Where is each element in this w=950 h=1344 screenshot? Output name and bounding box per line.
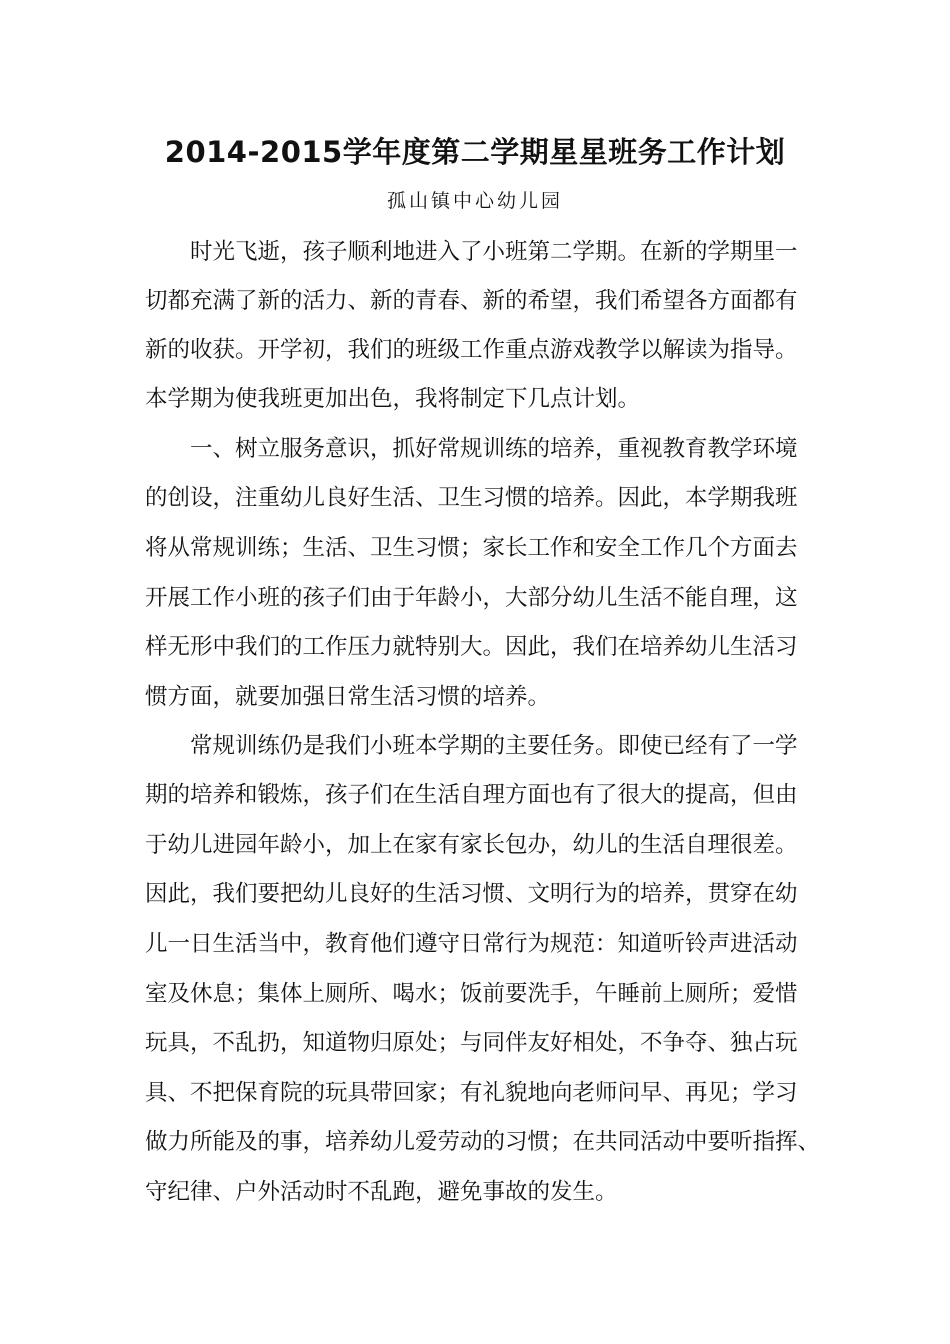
document-subtitle: 孤山镇中心幼儿园 [386, 190, 563, 212]
paragraph-line: 于幼儿进园年龄小，加上在家有家长包办，幼儿的生活自理很差。 [145, 832, 798, 858]
paragraph-line: 做力所能及的事，培养幼儿爱劳动的习惯；在共同活动中要听指挥、 [145, 1129, 821, 1155]
paragraph-line: 开展工作小班的孩子们由于年龄小，大部分幼儿生活不能自理，这 [145, 585, 798, 611]
paragraph-line: 新的收获。开学初，我们的班级工作重点游戏教学以解读为指导。 [145, 337, 798, 363]
paragraph-line: 时光飞逝，孩子顺利地进入了小班第二学期。在新的学期里一 [190, 239, 798, 265]
paragraph-line: 室及休息；集体上厕所、喝水；饭前要洗手，午睡前上厕所；爱惜 [145, 981, 798, 1007]
paragraph-line: 守纪律、户外活动时不乱跑，避免事故的发生。 [145, 1179, 618, 1205]
paragraph-line: 期的培养和锻炼，孩子们在生活自理方面也有了很大的提高，但由 [145, 782, 798, 808]
paragraph-line: 因此，我们要把幼儿良好的生活习惯、文明行为的培养，贯穿在幼 [145, 881, 798, 907]
paragraph-line: 切都充满了新的活力、新的青春、新的希望，我们希望各方面都有 [145, 288, 798, 314]
paragraph-line: 一、树立服务意识，抓好常规训练的培养，重视教育教学环境 [190, 436, 798, 462]
paragraph-line: 儿一日生活当中，教育他们遵守日常行为规范：知道听铃声进活动 [145, 931, 798, 957]
paragraph-line: 将从常规训练；生活、卫生习惯；家长工作和安全工作几个方面去 [145, 535, 798, 561]
paragraph-line: 常规训练仍是我们小班本学期的主要任务。即使已经有了一学 [190, 733, 798, 759]
paragraph-line: 惯方面，就要加强日常生活习惯的培养。 [145, 684, 551, 710]
paragraph-line: 具、不把保育院的玩具带回家；有礼貌地向老师问早、再见；学习 [145, 1080, 798, 1106]
document-title: 2014-2015学年度第二学期星星班务工作计划 [164, 135, 786, 169]
paragraph-line: 样无形中我们的工作压力就特别大。因此，我们在培养幼儿生活习 [145, 634, 798, 660]
paragraph-line: 的创设，注重幼儿良好生活、卫生习惯的培养。因此，本学期我班 [145, 485, 798, 511]
paragraph-line: 玩具，不乱扔，知道物归原处；与同伴友好相处，不争夺、独占玩 [145, 1030, 798, 1056]
paragraph-line: 本学期为使我班更加出色，我将制定下几点计划。 [145, 386, 641, 412]
